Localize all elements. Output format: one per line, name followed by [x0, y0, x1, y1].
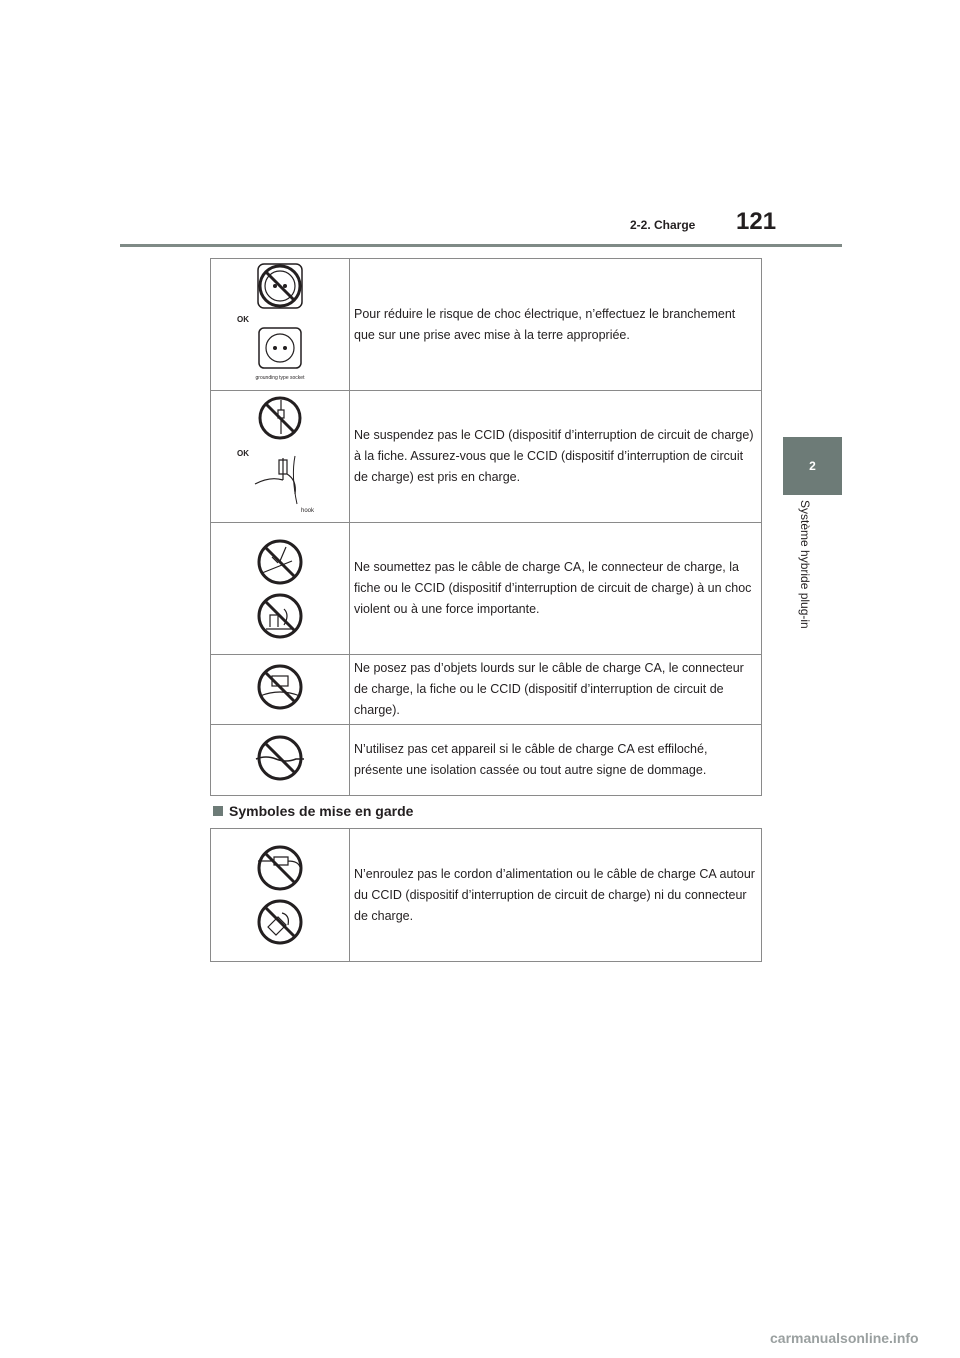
- damaged-cable-prohibited-icon: [252, 733, 308, 783]
- caution-text: Ne suspendez pas le CCID (dispositif d’interruption de circuit de charge) à la fiche. Assurez-vous que le CCID (dispositif d’interruption de circuit de charge) est pris en charge.: [350, 391, 762, 523]
- chapter-number: 2: [809, 459, 816, 473]
- table-row: [211, 725, 762, 796]
- icon-cell: [211, 829, 350, 962]
- watermark: carmanualsonline.info: [770, 1330, 919, 1346]
- chapter-tab: [783, 437, 842, 495]
- wrap-connector-prohibited-icon: [252, 897, 308, 947]
- icon-cell: [211, 523, 350, 655]
- icon-cell: [211, 259, 350, 391]
- caution-text: N’utilisez pas cet appareil si le câble de charge CA est effiloché, présente une isolation cassée ou tout autre signe de dommage.: [350, 725, 762, 796]
- table-row: [211, 523, 762, 655]
- table-row: [211, 391, 762, 523]
- chapter-title: Système hybride plug-in: [798, 500, 812, 629]
- table-row: [211, 259, 762, 391]
- hanging-ccid-icon: [235, 394, 325, 514]
- header-divider: [120, 244, 842, 247]
- ok-label: OK: [237, 449, 249, 458]
- caution-table: [210, 258, 762, 796]
- caution-text: Ne soumettez pas le câble de charge CA, le connecteur de charge, la fiche ou le CCID (dispositif d’interruption de circuit de charge) à un choc violent ou à une force importante.: [350, 523, 762, 655]
- table-row: [211, 655, 762, 725]
- force-prohibited-icon: [252, 591, 308, 641]
- caution-text: N’enroulez pas le cordon d’alimentation ou le câble de charge CA autour du CCID (dispositif d’interruption de circuit de charge) ni du connecteur de charge.: [350, 829, 762, 962]
- wrap-cord-prohibited-icon: [252, 843, 308, 893]
- caution-text: Ne posez pas d’objets lourds sur le câble de charge CA, le connecteur de charge, la fiche ou le CCID (dispositif d’interruption de circuit de charge).: [350, 655, 762, 725]
- ok-label: OK: [237, 315, 249, 324]
- warning-symbols-table: [210, 828, 762, 962]
- section-title: 2-2. Charge: [630, 218, 696, 232]
- heavy-object-prohibited-icon: [252, 662, 308, 712]
- page-number: 121: [736, 208, 777, 235]
- icon-pair: [212, 843, 348, 947]
- heading-bullet-icon: [213, 806, 223, 816]
- icon-pair: [212, 537, 348, 641]
- socket-caption: grounding type socket: [255, 375, 305, 381]
- section-heading-text: Symboles de mise en garde: [229, 803, 414, 819]
- grounding-socket-icon: [235, 262, 325, 382]
- icon-cell: [211, 391, 350, 523]
- icon-cell: [211, 725, 350, 796]
- caution-text: Pour réduire le risque de choc électrique, n’effectuez le branchement que sur une prise avec mise à la terre appropriée.: [350, 259, 762, 391]
- section-heading: [213, 803, 413, 819]
- hook-caption: hook: [301, 508, 315, 514]
- table-row: [211, 829, 762, 962]
- icon-cell: [211, 655, 350, 725]
- impact-prohibited-icon: [252, 537, 308, 587]
